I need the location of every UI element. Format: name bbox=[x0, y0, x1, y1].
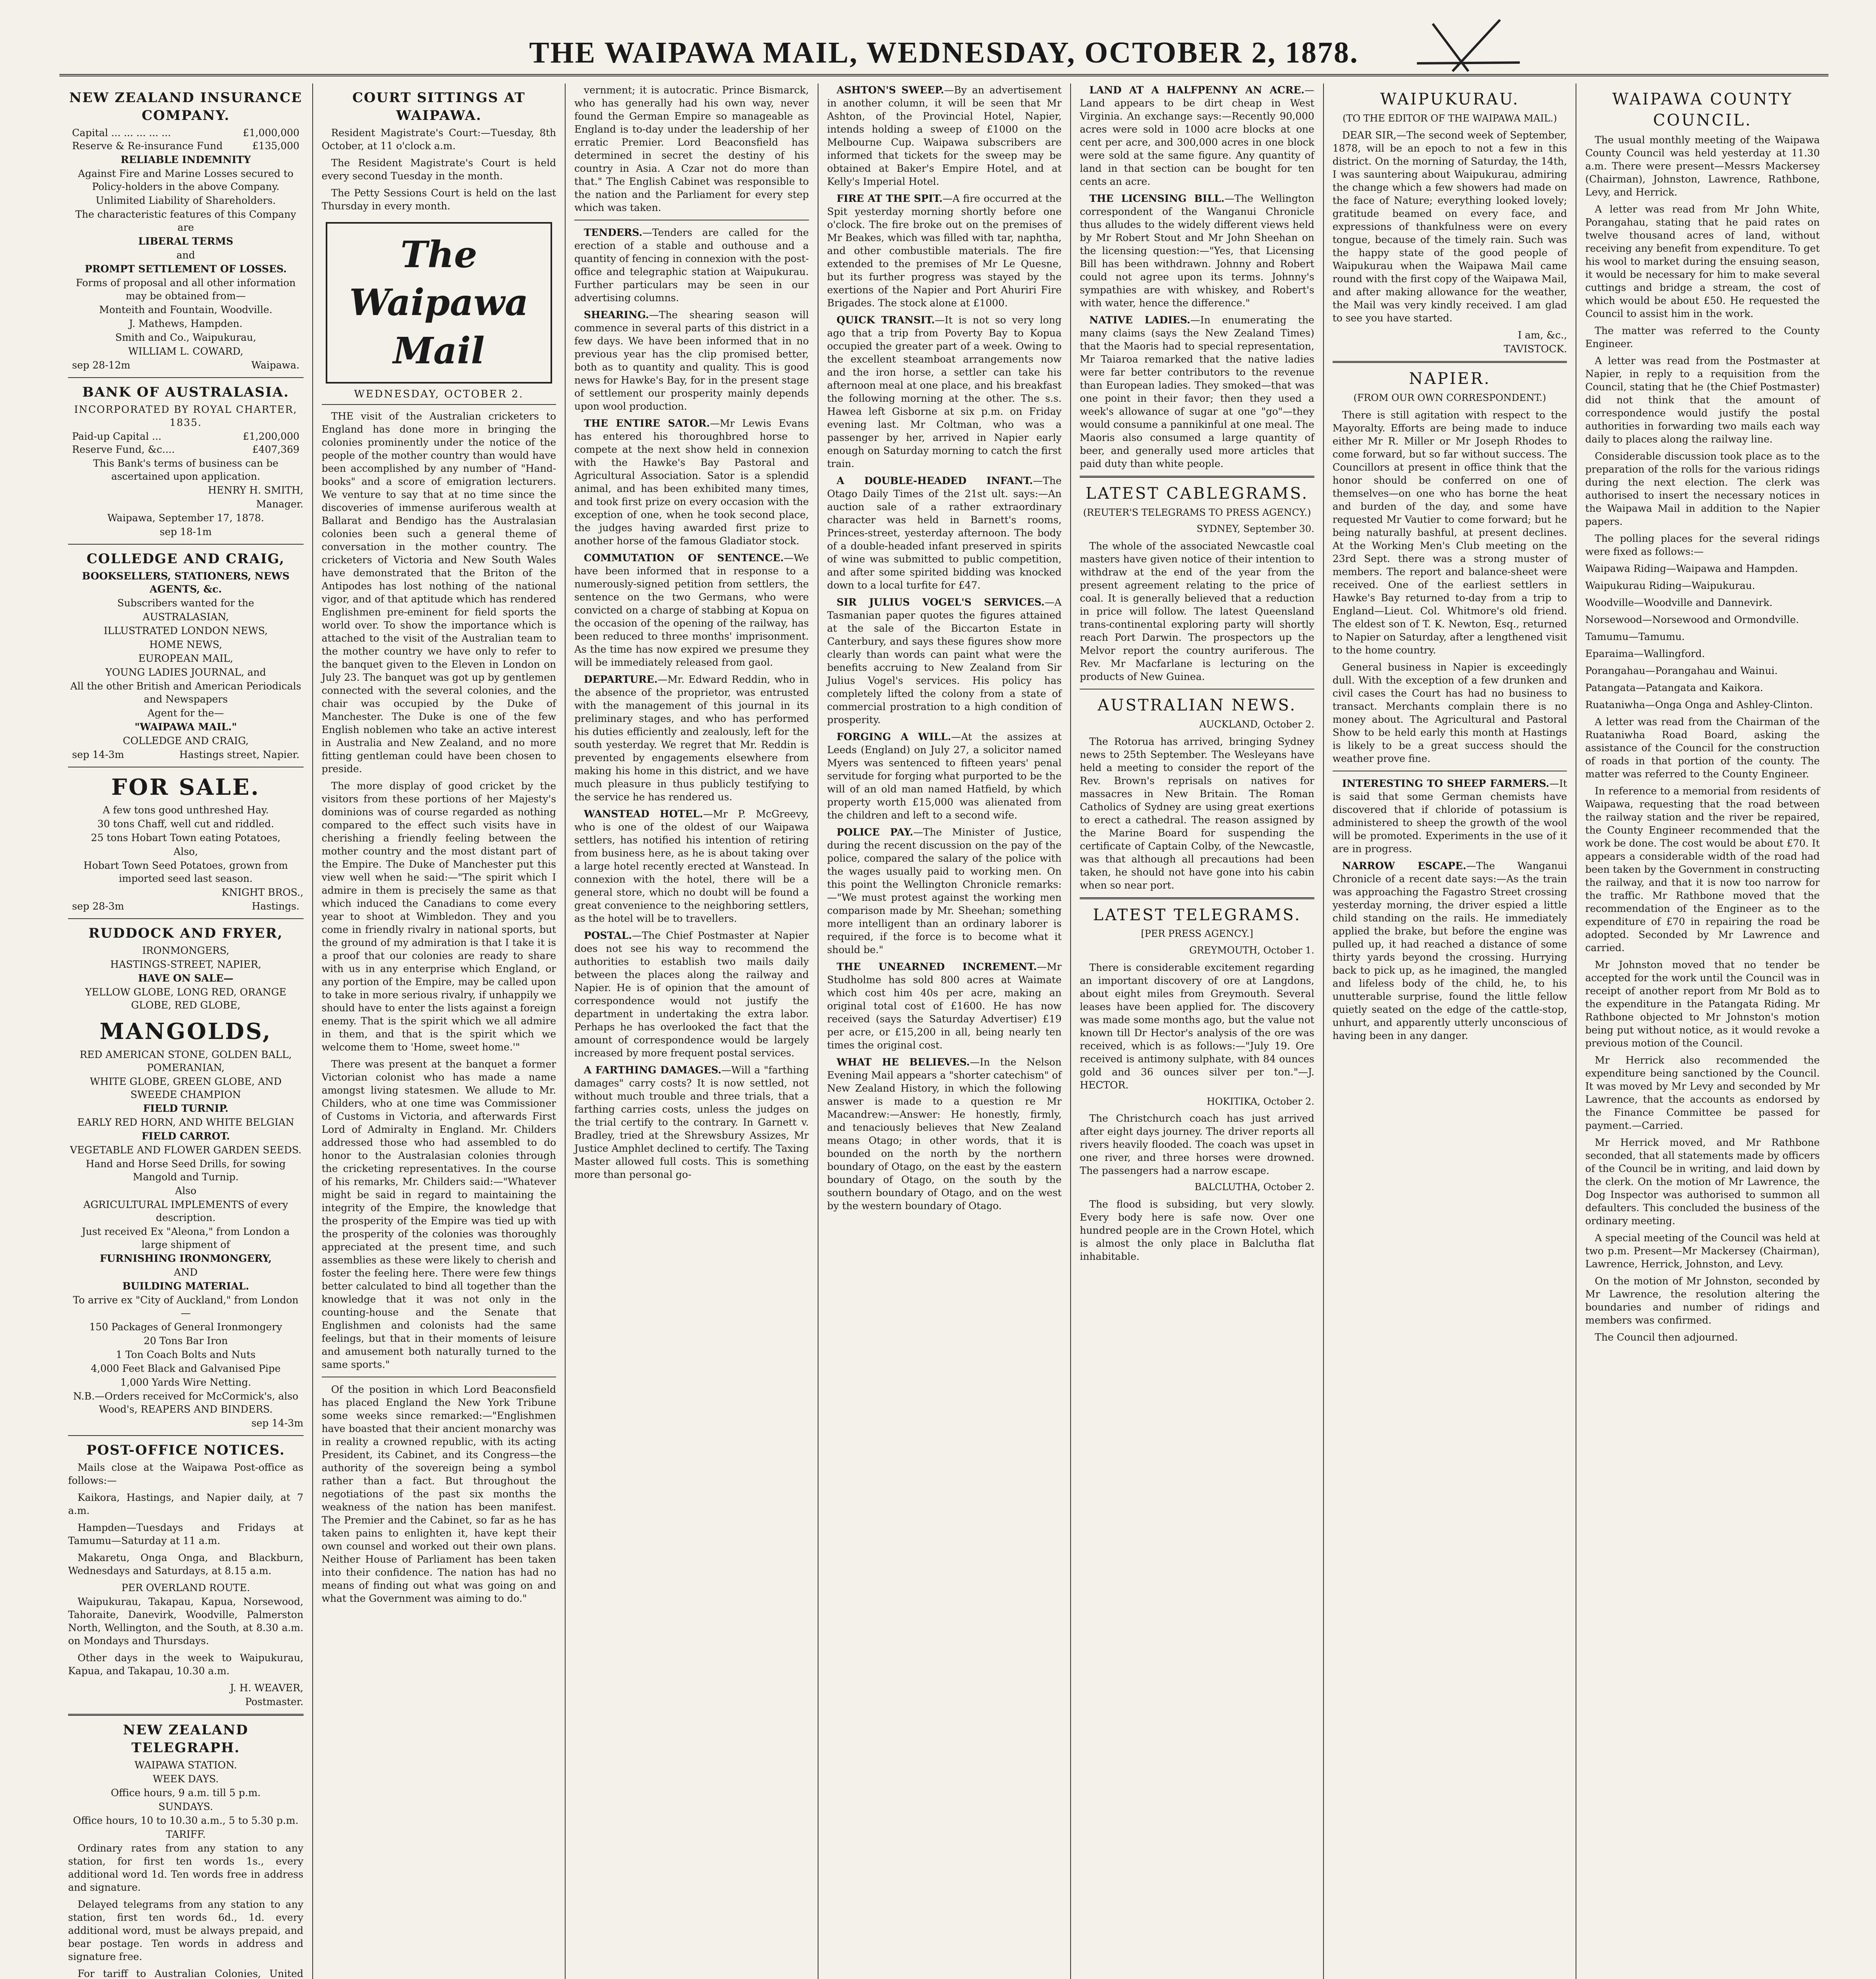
editorial-paragraph: vernment; it is autocratic. Prince Bismarck, who has generally had his own way, never found the German Empire so manageable as England is to-day under the leadership of her erratic Premier. Lord Beaconsfield has determined in secret the destiny of his country in Asia. A Czar not do more than that." The English Cabinet was responsible to the nation and the Parliament for every step which was taken. bbox=[574, 84, 809, 213]
ad-subtitle: INCORPORATED BY ROYAL CHARTER, 1835. bbox=[74, 403, 298, 428]
news-lead: THE LICENSING BILL. bbox=[1089, 193, 1225, 204]
notice-text: Delayed telegrams from any station to any station, first ten words 6d., 1d. every additional word, must be always prepaid, and bear postage. Ten words in address and signature free. bbox=[68, 1898, 304, 1962]
post-office-notices bbox=[68, 1442, 304, 1708]
news-text: —The Chief Postmaster at Napier does not see his way to recommend the authorities to establish two mails daily between the places along the railway and Napier. He is of opinion that the amount of correspondence would not justify the department in undertaking the extra labor. Perhaps he has overlooked the fact that the amount of correspondence would be largely increased by more frequent postal services. bbox=[574, 930, 809, 1059]
divider bbox=[68, 544, 304, 545]
ad-heading: PROMPT SETTLEMENT OF LOSSES. bbox=[85, 263, 287, 275]
ad-date: sep 28-12m bbox=[72, 359, 131, 371]
ad-text: A few tons good unthreshed Hay. bbox=[103, 804, 269, 816]
court-sittings-title: COURT SITTINGS AT WAIPAWA. bbox=[352, 90, 526, 123]
council-paragraph: The usual monthly meeting of the Waipawa County Council was held yesterday at 11.30 a.m. There were present—Messrs Mackersey (Chairman), Johnston, Lawrence, Rathbone, Levy, and Herrick. bbox=[1585, 134, 1820, 198]
ad-text: J. Mathews, Hampden. bbox=[129, 317, 243, 329]
editorial-paragraph: THE visit of the Australian cricketers to England has done more in bringing the colonies prominently under the notice of the people of the mother country than would have been accomplished by any number of "Hand-books" and a score of emigration lecturers. We venture to say that at no time since the discoveries of immense auriferous wealth at Ballarat and Bendigo has the Australasian colonies been such a general theme of conversation in the mother country. The cricketers of Victoria and New South Wales have demonstrated that the Briton of the Antipodes has lost nothing of the national vigor, and of that aptitude which has rendered Englishmen pre-eminent for field sports the world over. To show the importance which is attached to the visit of the Australian team to the mother country we have only to refer to the banquet given to the Eleven in London on July 23. The banquet was got up by gentlemen connected with the several colonies, and the chair was occupied by the Duke of Manchester. The Duke is one of the few English noblemen who take an active interest in Australia and New Zealand, and no more fitting gentleman could have been chosen to preside. bbox=[321, 410, 556, 775]
news-lead: THE UNEARNED INCREMENT. bbox=[836, 961, 1037, 972]
ad-subtitle: IRONMONGERS, bbox=[142, 945, 230, 957]
court-text: The Petty Sessions Court is held on the last Thursday in every month. bbox=[321, 187, 556, 212]
ad-text: 20 Tons Bar Iron bbox=[143, 1335, 228, 1347]
divider bbox=[68, 918, 304, 919]
notice-subhead: WEEK DAYS. bbox=[152, 1773, 219, 1785]
news-item bbox=[1333, 777, 1567, 855]
news-lead: ASHTON'S SWEEP. bbox=[836, 84, 944, 96]
ad-place: Hastings street, Napier. bbox=[179, 748, 300, 760]
notice-text: Other days in the week to Waipukurau, Kapua, and Takapau, 10.30 a.m. bbox=[68, 1652, 304, 1677]
council-paragraph: A letter was read from the Chairman of the Ruataniwha Road Board, asking the assistance of the Council for the construction of roads in that portion of the county. The matter was referred to the County Engineer. bbox=[1585, 716, 1820, 780]
cablegrams-heading: LATEST CABLEGRAMS. bbox=[1085, 484, 1309, 503]
ad-text: FIELD TURNIP. bbox=[143, 1103, 229, 1115]
telegram-dateline: HOKITIKA, October 2. bbox=[1207, 1096, 1314, 1107]
polling-place-item: Waipukurau Riding—Waipukurau. bbox=[1585, 579, 1755, 591]
column-grid bbox=[59, 84, 1829, 1979]
telegrams-heading: LATEST TELEGRAMS. bbox=[1093, 906, 1301, 924]
ad-text: 150 Packages of General Ironmongery bbox=[89, 1321, 282, 1333]
ad-for-sale bbox=[68, 773, 304, 913]
ad-text: The characteristic features of this Company are bbox=[75, 208, 296, 233]
column-local-news-1 bbox=[565, 84, 818, 1979]
ad-place: Hastings. bbox=[252, 900, 300, 912]
news-lead: QUICK TRANSIT. bbox=[836, 314, 935, 326]
divider bbox=[1333, 361, 1567, 363]
news-lead: LAND AT A HALFPENNY AN ACRE. bbox=[1089, 84, 1304, 96]
news-text: —We have been informed that in response to a numerously-signed petition from settlers, the sentence on the two Germans, who were convicted on a charge of stabbing at Kopua on the occasion of the opening of the railway, has been reduced to three months' imprisonment. As the time has now expired we presume they will be immediately released from gaol. bbox=[574, 552, 809, 668]
ad-reserve-row bbox=[72, 139, 300, 152]
news-lead: A FARTHING DAMAGES. bbox=[584, 1064, 722, 1076]
divider bbox=[1080, 476, 1314, 478]
council-paragraph: In reference to a memorial from residents of Waipawa, requesting that the road between the railway station and the river be repaired, the County Engineer recommended that the work be done. The cost would be about £70. It appears a considerable width of the road had been taken by the Government in constructing the railway, and that it is now too narrow for the traffic. Mr Rathbone moved that the recommendation of the Engineer as to the expenditure of £70 in repairing the road be adopted. Seconded by Mr Lawrence and carried. bbox=[1585, 785, 1820, 953]
ad-text: Subscribers wanted for the bbox=[117, 597, 254, 609]
australian-news-text: The Rotorua has arrived, bringing Sydney news to 25th September. The Wesleyans have held a meeting to consider the report of the Rev. Brown's reprisals on natives for massacres in New Britain. The Roman Catholics of Sydney are using great exertions to erect a cathedral. The reason assigned by the Marine Board for suspending the certificate of Captain Colby, of the Newcastle, was that although all precautions had been taken, he should not have gone into his cabin when so near port. bbox=[1080, 735, 1314, 891]
ad-text: RED AMERICAN STONE, GOLDEN BALL, POMERANIAN, bbox=[80, 1049, 292, 1074]
notice-text: Hampden—Tuesdays and Fridays at Tamumu—Saturday at 11 a.m. bbox=[68, 1522, 304, 1547]
news-item bbox=[574, 308, 809, 413]
ad-title: NEW ZEALAND INSURANCE COMPANY. bbox=[69, 90, 302, 123]
ad-text: N.B.—Orders received for McCormick's, also Wood's, REAPERS AND BINDERS. bbox=[73, 1390, 298, 1415]
ad-text: Also bbox=[175, 1185, 197, 1197]
notice-text: For tariff to Australian Colonies, United bbox=[78, 1968, 304, 1979]
ad-date: sep 28-3m bbox=[72, 900, 124, 912]
ad-text: 25 tons Hobart Town eating Potatoes, bbox=[91, 832, 281, 844]
ad-text: BUILDING MATERIAL. bbox=[122, 1280, 249, 1292]
court-text: Resident Magistrate's Court:—Tuesday, 8th October, at 11 o'clock a.m. bbox=[321, 127, 556, 152]
news-item bbox=[827, 313, 1062, 470]
council-paragraph: A special meeting of the Council was held at two p.m. Present—Mr Mackersey (Chairman), Lawrence, Herrick, Johnston, and Levy. bbox=[1585, 1232, 1820, 1270]
notice-text: Ordinary rates from any station to any station, for first ten words 1s., every additional word 1d. Ten words free in address and signature. bbox=[68, 1842, 304, 1893]
ad-text: "WAIPAWA MAIL." bbox=[135, 721, 237, 733]
column-local-news-2 bbox=[818, 84, 1071, 1979]
polling-place-item: Eparaima—Wallingford. bbox=[1585, 648, 1705, 659]
divider bbox=[68, 1435, 304, 1436]
news-text: —The Minister of Justice, during the recent discussion on the pay of the police, compared the salary of the police with the wages usually paid to working men. On this point the Wellington Chronicle remarks:—"We must protest against the working men comparison made by Mr. Sheehan; something more intelligent than an ordinary laborer is required, if the force is to become what it should be." bbox=[827, 826, 1062, 955]
notice-text: Waipukurau, Takapau, Kapua, Norsewood, Tahoraite, Danevirk, Woodville, Palmerston North, Wellington, and the South, at 8.30 a.m. on Mondays and Thursdays. bbox=[68, 1596, 304, 1647]
letter-closing: I am, &c., bbox=[1517, 329, 1567, 341]
ad-footer bbox=[72, 900, 300, 913]
column-county-council-body bbox=[1576, 84, 1829, 1979]
ad-text: AGRICULTURAL IMPLEMENTS of every description. bbox=[83, 1199, 288, 1224]
letter-signature: TAVISTOCK. bbox=[1504, 343, 1567, 355]
ad-text: WHITE GLOBE, GREEN GLOBE, AND SWEEDE CHAMPION bbox=[90, 1076, 282, 1101]
news-item bbox=[574, 929, 809, 1060]
divider bbox=[68, 377, 304, 378]
news-text: —At the assizes at Leeds (England) on July 27, a solicitor named Myers was sentenced to fifteen years' penal servitude for forging what purported to be the will of an old man named Hatfield, by which property worth £15,000 was alienated from the children and left to a second wife. bbox=[827, 731, 1062, 821]
divider bbox=[1080, 897, 1314, 899]
polling-place-item: Ruataniwha—Onga Onga and Ashley-Clinton. bbox=[1585, 699, 1813, 710]
news-item bbox=[574, 807, 809, 925]
ad-signature: HENRY H. SMITH, bbox=[208, 484, 304, 496]
ad-text: Waipawa, September 17, 1878. bbox=[107, 512, 264, 524]
ad-colledge-craig bbox=[68, 550, 304, 761]
polling-place-item: Woodville—Woodville and Dannevirk. bbox=[1585, 596, 1773, 608]
ad-text: Unlimited Liability of Shareholders. bbox=[95, 194, 276, 206]
ad-footer bbox=[72, 359, 300, 372]
ad-text: Monteith and Fountain, Woodville. bbox=[99, 304, 273, 315]
news-text: —The Wanganui Chronicle of a recent date says:—As the train was approaching the Fagastro Street crossing yesterday morning, the driver espied a little child standing on the rails. He immediately applied the brake, but before the engine was pulled up, it had reached a distance of some thirty yards beyond the crossing. Hurrying back to pick up, as he imagined, the mangled and lifeless body of the child, he, to his unutterable surprise, found the little fellow quietly seated on the edge of the cattle-stop, unhurt, and apparently utterly unconscious of having been in any danger. bbox=[1332, 860, 1567, 1041]
polling-place-item: Waipawa Riding—Waipawa and Hampden. bbox=[1585, 562, 1798, 574]
news-text: —Land appears to be dirt cheap in West Virginia. An exchange says:—Recently 90,000 acres were sold in 1000 acre blocks at one cent per acre, and 300,000 acres in one block were sold at the same figure. Any quantity of land in that section can be bought for ten cents an acre. bbox=[1080, 84, 1314, 187]
masthead-title: THE WAIPAWA MAIL, WEDNESDAY, OCTOBER 2, 1878. bbox=[529, 36, 1359, 69]
ad-role: Manager. bbox=[256, 498, 304, 510]
ad-nz-insurance bbox=[68, 89, 304, 372]
news-item bbox=[827, 474, 1062, 592]
council-paragraph: Considerable discussion took place as to the preparation of the rolls for the various ridings during the next election. The clerk was authorised to insert the necessary notices in the Waipawa Mail in addition to the Napier papers. bbox=[1585, 450, 1820, 527]
council-paragraph: A letter was read from Mr John White, Porangahau, stating that he paid rates on twelve thousand acres of land, without receiving any benefit from expenditure. To get his wool to market during the ensuing season, it would be necessary for him to make several cuttings and bridge a stream, the cost of which would be about £50. He requested the Council to assist him in the work. bbox=[1585, 203, 1820, 319]
council-paragraph: The matter was referred to the County Engineer. bbox=[1585, 325, 1820, 349]
ad-text: ILLUSTRATED LONDON NEWS, bbox=[104, 625, 268, 636]
polling-place-item: Tamumu—Tamumu. bbox=[1585, 631, 1685, 642]
news-text: —Tenders are called for the erection of a stable and outhouse and a quantity of fencing in connexion with the post-office and telegraphic station at Waipukurau. Further particulars may be seen in our advertising columns. bbox=[574, 227, 809, 304]
news-lead: INTERESTING TO SHEEP FARMERS. bbox=[1342, 777, 1549, 789]
ad-text: HOME NEWS, bbox=[149, 638, 222, 650]
ad-label: Capital ... ... ... ... ... bbox=[72, 127, 171, 139]
news-text: —A fire occurred at the Spit yesterday morning shortly before one o'clock. The fire broke out on the premises of Mr Beakes, which was filled with tar, naphtha, and other combustible materials. The fire extended to the premises of Mr Le Quesne, but its further progress was stayed by the exertions of the Napier and Port Ahuriri Fire Brigades. The stock alone at £1000. bbox=[827, 193, 1062, 309]
waipukurau-subheading: (TO THE EDITOR OF THE WAIPAWA MAIL.) bbox=[1342, 112, 1557, 124]
polling-place-item: Norsewood—Norsewood and Ormondville. bbox=[1585, 613, 1799, 625]
notice-text: Office hours, 10 to 10.30 a.m., 5 to 5.30 p.m. bbox=[73, 1814, 299, 1826]
ad-role: Postmaster. bbox=[245, 1696, 304, 1708]
ad-subtitle: HASTINGS-STREET, NAPIER, bbox=[110, 959, 262, 971]
ad-text: Hand and Horse Seed Drills, for sowing Mangold and Turnip. bbox=[85, 1158, 286, 1183]
news-item bbox=[827, 192, 1062, 310]
ad-text: YOUNG LADIES JOURNAL, and bbox=[105, 666, 266, 678]
news-item bbox=[1080, 84, 1314, 188]
ad-text: YELLOW GLOBE, LONG RED, ORANGE GLOBE, RED GLOBE, bbox=[85, 986, 287, 1011]
ad-date: sep 18-1m bbox=[159, 526, 212, 537]
news-lead: FIRE AT THE SPIT. bbox=[836, 193, 943, 204]
news-item bbox=[574, 551, 809, 669]
news-lead: DEPARTURE. bbox=[584, 674, 658, 685]
ad-reserve-row bbox=[72, 443, 300, 456]
australian-news-heading: AUSTRALIAN NEWS. bbox=[1097, 696, 1297, 715]
ad-capital-row bbox=[72, 126, 300, 139]
ad-text: Against Fire and Marine Losses secured to Policy-holders in the above Company. bbox=[78, 167, 294, 192]
news-text: —It is said that some German chemists have discovered that if chloride of potassium is administered to sheep the growth of the wool will be promoted. Experiments in the use of it are in progress. bbox=[1332, 777, 1567, 855]
ad-text: VEGETABLE AND FLOWER GARDEN SEEDS. bbox=[70, 1144, 302, 1156]
news-lead: NARROW ESCAPE. bbox=[1342, 860, 1466, 872]
news-lead: SIR JULIUS VOGEL'S SERVICES. bbox=[836, 596, 1045, 608]
news-item bbox=[827, 1056, 1062, 1212]
ad-title: COLLEDGE AND CRAIG, bbox=[86, 551, 285, 567]
news-text: —By an advertisement in another column, it will be seen that Mr Ashton, of the Provincial Hotel, Napier, intends holding a sweep of £1000 on the Melbourne Cup. Waipawa subscribers are informed that tickets for the sweep may be obtained at Baker's Empire Hotel, and at Kelly's Imperial Hotel. bbox=[827, 84, 1062, 187]
ad-text: 1,000 Yards Wire Netting. bbox=[120, 1377, 251, 1388]
ad-subtitle: BOOKSELLERS, STATIONERS, NEWS AGENTS, &c. bbox=[82, 570, 290, 595]
polling-place-item: Patangata—Patangata and Kaikora. bbox=[1585, 682, 1763, 693]
ad-text: FURNISHING IRONMONGERY, bbox=[100, 1253, 272, 1265]
ad-title: BANK OF AUSTRALASIA. bbox=[82, 384, 289, 400]
news-text: —Will a "farthing damages" carry costs? It is now settled, not without much trouble and three trials, that a farthing carries costs, unless the judges on the trial certify to the contrary. In Garnett v. Bradley, tried at the Shrewsbury Assizes, Mr Justice Amphlet declined to certify. The Taxing Master allowed full costs. This is something more than personal go- bbox=[574, 1064, 809, 1180]
napier-heading: NAPIER. bbox=[1409, 370, 1491, 388]
news-lead: NATIVE LADIES. bbox=[1089, 314, 1191, 326]
ad-text: AND bbox=[174, 1267, 198, 1278]
telegram-text: The Christchurch coach has just arrived after eight days journey. The driver reports all rivers heavily flooded. The coach was upset in one river, and three horses were drowned. The passengers had a narrow escape. bbox=[1080, 1113, 1314, 1177]
notice-text: Kaikora, Hastings, and Napier daily, at 7 a.m. bbox=[68, 1492, 304, 1517]
ad-bank bbox=[68, 384, 304, 538]
news-item bbox=[827, 826, 1062, 956]
news-item bbox=[574, 1064, 809, 1181]
ad-signature: COLLEDGE AND CRAIG, bbox=[123, 735, 249, 746]
masthead-rule bbox=[59, 74, 1829, 76]
news-item bbox=[827, 596, 1062, 726]
ad-text: HAVE ON SALE— bbox=[138, 972, 234, 984]
editorial-paragraph: The more display of good cricket by the visitors from these portions of her Majesty's dominions was of course regarded as nothing compared to the effect such visits have in cherishing a friendly feeling between the mother country and the most distant part of the Empire. The Duke of Manchester put this view well when he said:—"The spirit which I admire in them is precisely the same as that which induced the Canadians to come every year to shoot at Wimbledon. They and you come in friendly rivalry in national sports, but the ground of my admiration is that I take it is a proof that our colonies are ready to share with us in any enterprise which England, or any portion of the Empire, may be called upon to take in more serious rivalry, if unhappily we should have to enter the lists against a foreign enemy. That is the spirit which we all admire in them, and that is the spirit which we welcome them to 'Home, sweet home.'" bbox=[321, 780, 556, 1053]
news-lead: POSTAL. bbox=[584, 930, 632, 941]
ad-title: FOR SALE. bbox=[111, 774, 260, 800]
news-text: —Mr. Edward Reddin, who in the absence of the proprietor, was entrusted with the management of this journal in its preliminary stages, and who has performed his duties efficiently and zealously, left for the south yesterday. We regret that Mr. Reddin is prevented by engagements elsewhere from making his home in this district, and we have much pleasure in thus publicly testifying to the service he has rendered us. bbox=[574, 674, 809, 803]
news-item bbox=[1080, 313, 1314, 470]
ad-text: Smith and Co., Waipukurau, bbox=[115, 331, 256, 343]
news-text: —Mr P. McGreevy, who is one of the oldest of our Waipawa settlers, has notified his intention of retiring from business here, as he is about taking over a large hotel recently erected at Wanstead. In connexion with the hotel, there will be a general store, which no doubt will be found a great convenience to the neighboring settlers, as the hotel will be to travellers. bbox=[574, 808, 809, 924]
notice-subhead: TARIFF. bbox=[165, 1828, 206, 1840]
news-item bbox=[827, 730, 1062, 822]
waipukurau-heading: WAIPUKURAU. bbox=[1380, 90, 1519, 108]
news-lead: TENDERS. bbox=[584, 227, 643, 238]
ad-ruddock-fryer bbox=[68, 925, 304, 1430]
nameplate: The Waipawa Mail bbox=[326, 222, 553, 384]
correspondence-text: There is still agitation with respect to the Mayoralty. Efforts are being made to induce either Mr R. Miller or Mr Joseph Rhodes to come forward, but so far without success. The Councillors at present in office think that the honor should be conferred on one of themselves—on one who has borne the heat and burden of the day, and some have requested Mr Vautier to come forward; but he being naturally bashful, at present declines. At the Working Men's Club meeting on the 23rd Sept. there was a strong muster of members. The report and balance-sheet were received. One of the earliest settlers in Hawke's Bay returned to-day from a trip to England—Lieut. Col. Whitmore's old friend. The eldest son of T. K. Newton, Esq., returned to Napier on Saturday, after a lengthened visit to the home country. bbox=[1332, 409, 1567, 656]
council-paragraph: A letter was read from the Postmaster at Napier, in reply to a requisition from the Council, stating that he (the Chief Postmaster) did not think that the amount of correspondence would justify the postal authorities in forwarding two mails each way daily to places along the railway line. bbox=[1585, 355, 1820, 445]
notice-subhead: PER OVERLAND ROUTE. bbox=[121, 1582, 250, 1594]
ad-date: sep 14-3m bbox=[251, 1417, 304, 1429]
ad-text: Just received Ex "Aleona," from London a large shipment of bbox=[82, 1226, 290, 1251]
notice-text: Mails close at the Waipawa Post-office as follows:— bbox=[68, 1462, 304, 1487]
council-paragraph: The polling places for the several ridings were fixed as follows:— bbox=[1585, 532, 1820, 557]
ad-text: Agent for the— bbox=[147, 707, 224, 719]
ad-title: NEW ZEALAND TELEGRAPH. bbox=[123, 1722, 249, 1756]
ad-label: Reserve Fund, &c.... bbox=[72, 443, 175, 455]
nz-telegraph-notice bbox=[68, 1721, 304, 1979]
ad-text: AUSTRALASIAN, bbox=[142, 611, 229, 623]
polling-place-item: Porangahau—Porangahau and Wainui. bbox=[1585, 665, 1778, 676]
divider bbox=[68, 1714, 304, 1716]
telegram-dateline: BALCLUTHA, October 2. bbox=[1194, 1181, 1314, 1193]
ad-text: 4,000 Feet Black and Galvanised Pipe bbox=[91, 1363, 281, 1375]
ad-text: FIELD CARROT. bbox=[141, 1130, 230, 1142]
ad-text: All the other British and American Periodicals and Newspapers bbox=[70, 680, 302, 705]
ad-signature: KNIGHT BROS., bbox=[221, 887, 304, 898]
council-paragraph: The Council then adjourned. bbox=[1595, 1331, 1738, 1343]
council-paragraph: Mr Herrick also recommended the expenditure being sanctioned by the Council. It was moved by Mr Levy and seconded by Mr Lawrence, that the accounts as endorsed by the Finance Committee be passed for payment.—Carried. bbox=[1585, 1054, 1820, 1131]
news-text: —Mr Lewis Evans has entered his thoroughbred horse to compete at the next show held in connexion with the Hawke's Bay Pastoral and Agricultural Association. Sator is a splendid animal, and has been exhibited many times, and took first prize on every occasion with the exception of one, when he took second place, the judges having awarded first prize to another horse of the famous Gladiator stock. bbox=[574, 418, 809, 547]
news-text: —It is not so very long ago that a trip from Poverty Bay to Kopua occupied the greater part of a week. Owing to the excellent steamboat arrangements now and the iron horse, a settler can take his afternoon meal at one place, and his breakfast the following morning at the other. The s.s. Hawea left Gisborne at six p.m. on Friday evening last. Mr Coltman, who was a passenger by her, arrived in Napier early enough on Saturday morning to catch the first train. bbox=[827, 314, 1062, 469]
news-item bbox=[574, 673, 809, 803]
news-lead: WHAT HE BELIEVES. bbox=[836, 1056, 970, 1068]
council-paragraph: Mr Johnston moved that no tender be accepted for the work until the Council was in receipt of another report from Mr Bold as to the expenditure in the Patangata Riding. Mr Rathbone objected to Mr Johnston's motion being put without notice, as it would revoke a previous motion of the Council. bbox=[1585, 959, 1820, 1049]
news-lead: SHEARING. bbox=[584, 309, 649, 321]
ad-text: 30 tons Chaff, well cut and riddled. bbox=[97, 818, 274, 830]
ad-value: £407,369 bbox=[252, 443, 300, 455]
news-item bbox=[1080, 192, 1314, 310]
news-item bbox=[827, 960, 1062, 1052]
ad-text: Also, bbox=[173, 846, 198, 858]
news-text: —In enumerating the many claims (says the New Zealand Times) that the Maoris had to special representation, Mr Taiaroa remarked that the native ladies were far better contributors to the revenue than European ladies. They smoked—that was one point in their favor; then they used a week's allowance of sugar at one "go"—they would consume a pannikinful at one meal. The Maoris also consumed a large quantity of beer, and generally used more articles that paid duty than white people. bbox=[1080, 314, 1314, 469]
county-council-heading: WAIPAWA COUNTY COUNCIL. bbox=[1612, 90, 1793, 129]
column-advertisements bbox=[59, 84, 312, 1979]
ad-place: Waipawa. bbox=[251, 359, 300, 371]
telegram-text: The flood is subsiding, but very slowly. Every body here is safe now. Over one hundred people are in the Crown Hotel, which is almost the only place in Balclutha flat inhabitable. bbox=[1080, 1198, 1314, 1263]
letter-text: DEAR SIR,—The second week of September, 1878, will be an epoch to not a few in this district. On the morning of Saturday, the 14th, I was sauntering about Waipukurau, admiring the change which a few showers had made on the face of Nature; everything looked lovely; gratitude beamed on every face, and expressions of thankfulness were on every tongue, because of the timely rain. Such was the happy state of the good people of Waipukurau when the Waipawa Mail came round with the first copy of the Waipawa Mail, and after making allowance for the weather, the Mail was very kindly received. I am glad to see you have started. bbox=[1332, 129, 1567, 324]
handwritten-mark-icon bbox=[1409, 16, 1528, 75]
australian-news-dateline: AUCKLAND, October 2. bbox=[1199, 718, 1314, 730]
notice-text: Office hours, 9 a.m. till 5 p.m. bbox=[110, 1787, 261, 1799]
ad-footer bbox=[72, 748, 300, 761]
telegram-dateline: GREYMOUTH, October 1. bbox=[1189, 945, 1314, 956]
notice-subhead: SUNDAYS. bbox=[158, 1800, 213, 1812]
ad-signature: WILLIAM L. COWARD, bbox=[128, 345, 243, 357]
ad-text: 1 Ton Coach Bolts and Nuts bbox=[116, 1349, 256, 1361]
ad-label: Reserve & Re-insurance Fund bbox=[72, 140, 223, 152]
column-correspondence bbox=[1323, 84, 1576, 1979]
news-text: —The shearing season will commence in several parts of this district in a few days. We have been informed that in no previous year has the clip promised better, both as to quantity and quality. This is good news for Hawke's Bay, for in the present stage of settlement our prosperity mainly depends upon wool production. bbox=[574, 309, 809, 412]
ad-value: £135,000 bbox=[252, 140, 300, 152]
notice-subhead: WAIPAWA STATION. bbox=[134, 1759, 237, 1771]
correspondence-text: General business in Napier is exceedingly dull. With the exception of a few drunken and civil cases the Court has had no business to transact. Merchants complain there is no money about. The Agricultural and Pastoral Show to be held early this month at Hastings is likely to be a great success should the weather prove fine. bbox=[1332, 661, 1567, 764]
ad-text: Hobart Town Seed Potatoes, grown from imported seed last season. bbox=[84, 860, 288, 885]
napier-subheading: (FROM OUR OWN CORRESPONDENT.) bbox=[1353, 392, 1546, 404]
ad-value: £1,200,000 bbox=[243, 430, 300, 442]
ad-title: RUDDOCK AND FRYER, bbox=[88, 925, 283, 942]
ad-title: POST-OFFICE NOTICES. bbox=[86, 1442, 285, 1459]
news-lead: POLICE PAY. bbox=[836, 826, 913, 838]
ad-heading: LIBERAL TERMS bbox=[138, 235, 234, 247]
ad-heading: RELIABLE INDEMNITY bbox=[120, 154, 251, 165]
ad-text: EUROPEAN MAIL, bbox=[138, 652, 234, 664]
ad-signature: J. H. WEAVER, bbox=[230, 1682, 304, 1694]
news-text: —The Wellington correspondent of the Wanganui Chronicle thus alludes to the widely different views held by Mr Robert Stout and Mr John Sheehan on the licensing question:—"Yes, that Licensing Bill has been withdrawn. Johnny and Robert could not agree upon its terms. Johnny's sympathies are with whiskey, and Robert's with water, hence the difference." bbox=[1080, 193, 1314, 309]
column-telegrams bbox=[1070, 84, 1323, 1979]
news-item bbox=[1333, 859, 1567, 1042]
news-lead: A DOUBLE-HEADED INFANT. bbox=[836, 475, 1033, 486]
ad-text: Forms of proposal and all other information may be obtained from— bbox=[76, 277, 296, 302]
ad-text: To arrive ex "City of Auckland," from London— bbox=[73, 1294, 299, 1319]
ad-date: sep 14-3m bbox=[72, 748, 124, 760]
news-lead: THE ENTIRE SATOR. bbox=[584, 418, 710, 429]
telegram-text: There is considerable excitement regarding an important discovery of ore at Langdons, about eight miles from Greymouth. Several leases have been applied for. The discovery was made some months ago, but the value not known till Dr Hector's analysis of the ore was received, which is as follows:—"July 19. Ore received is antimony sulphate, with 84 ounces gold and 36 ounces silver per ton."—J. HECTOR. bbox=[1080, 961, 1314, 1091]
cablegrams-dateline: SYDNEY, September 30. bbox=[1196, 523, 1314, 535]
cablegrams-subheading: (REUTER'S TELEGRAMS TO PRESS AGENCY.) bbox=[1083, 507, 1311, 518]
news-text: —Mr Studholme has sold 800 acres at Waimate which cost him 40s per acre, making an original total cost of £1600. He has now received (says the Saturday Advertiser) £19 per acre, or £15,200 in all, being nearly ten times the original cost. bbox=[827, 961, 1062, 1051]
news-lead: COMMUTATION OF SENTENCE. bbox=[584, 552, 784, 564]
ad-text: and bbox=[176, 249, 195, 261]
ad-value: £1,000,000 bbox=[243, 127, 300, 139]
editorial-dateline: WEDNESDAY, OCTOBER 2. bbox=[322, 387, 556, 405]
ad-label: Paid-up Capital ... bbox=[72, 430, 161, 442]
notice-text: Makaretu, Onga Onga, and Blackburn, Wednesdays and Saturdays, at 8.15 a.m. bbox=[68, 1552, 304, 1577]
ad-text: EARLY RED HORN, AND WHITE BELGIAN bbox=[77, 1117, 294, 1128]
council-paragraph: On the motion of Mr Johnston, seconded by Mr Lawrence, the resolution altering the boundaries and number of ridings and members was confirmed. bbox=[1585, 1275, 1820, 1326]
news-text: —A Tasmanian paper quotes the figures attained at the sale of the Biccarton Estate in Canterbury, and says these figures show more clearly than words can paint what were the benefits accruing to New Zealand from Sir Julius Vogel's services. His policy has completely lifted the colony from a state of commercial prostration to a high condition of prosperity. bbox=[827, 596, 1062, 726]
cablegrams-text: The whole of the associated Newcastle coal masters have given notice of their intention to withdraw at the end of the year from the present agreement relating to the price of coal. It is generally believed that a reduction in price will follow. The latest Queensland trans-continental exploring party will shortly reach Port Darwin. The prospectors up the Melvor report the country auriferous. The Rev. Mr Macfarlane is lecturing on the products of New Guinea. bbox=[1080, 540, 1314, 683]
news-item bbox=[574, 226, 809, 304]
editorial-paragraph: Of the position in which Lord Beaconsfield has placed England the New York Tribune some weeks since remarked:—"Englishmen have boasted that their ancient monarchy was in reality a crowned republic, with its acting President, its Cabinet, and its Congress—the authority of the sovereign being a symbol rather than a fact. But throughout the negotiations of the past six months the weakness of the nation has been manifest. The Premier and the Cabinet, so far as he has taken pains to enlighten it, have kept their own counsel and worked out their own plans. Neither House of Parliament has been taken into their confidence. The nation has had no means of finding out what was going on and what the Government was aiming to do." bbox=[321, 1384, 556, 1605]
column-editorial bbox=[312, 84, 565, 1979]
editorial-paragraph: There was present at the banquet a former Victorian colonist who has made a name amongst living statesmen. We allude to Mr. Childers, who at one time was Commissioner of Customs in Victoria, and afterwards First Lord of Admiralty in England. Mr. Childers addressed those who had assembled to do honor to the Australasian colonies through the cricketing representatives. In the course of his remarks, Mr. Childers said:—"Whatever might be said in regard to maintaining the integrity of the Empire, the knowledge that the prosperity of the Empire was tied up with the prosperity of the colonies was thoroughly appreciated at the present time, and such assemblies as these were likely to cherish and foster the feeling here. There were few things better calculated to bind all together than the knowledge that it was not only in the counting-house and the Senate that Englishmen and colonists had the same feelings, but that in their moments of leisure and amusement both naturally turned to the same sports." bbox=[321, 1058, 556, 1371]
news-lead: WANSTEAD HOTEL. bbox=[584, 808, 703, 820]
news-lead: FORGING A WILL. bbox=[836, 731, 951, 743]
ad-headline: MANGOLDS, bbox=[99, 1018, 272, 1045]
news-text: —In the Nelson Evening Mail appears a "shorter catechism" of New Zealand History, in which the following answer is made to a question re Mr Macandrew:—Answer: He honestly, firmly, and tenaciously believes that New Zealand means Otago; in other words, that it is bounded on the north by the northern boundary of Otago, on the east by the eastern boundary of Otago, on the south by the southern boundary of Otago, and on the west by the western boundary of Otago. bbox=[827, 1056, 1062, 1212]
news-item bbox=[827, 84, 1062, 188]
council-paragraph: Mr Herrick moved, and Mr Rathbone seconded, that all statements made by officers of the Council be in writing, and laid down by the clerk. On the motion of Mr Lawrence, the Dog Inspector was authorised to summon all defaulters. This concluded the business of the ordinary meeting. bbox=[1585, 1136, 1820, 1227]
news-item bbox=[574, 417, 809, 547]
ad-text: This Bank's terms of business can be ascertained upon application. bbox=[93, 457, 279, 482]
ad-paid-row bbox=[72, 430, 300, 443]
news-text: —The Otago Daily Times of the 21st ult. says:—An auction sale of a rather extraordinary character was held in Barnett's rooms, Princes-street, yesterday afternoon. The body of a double-headed infant preserved in spirits of wine was submitted to public competition, and after some spirited bidding was knocked down to a local turfite for £47. bbox=[827, 475, 1062, 591]
court-text: The Resident Magistrate's Court is held every second Tuesday in the month. bbox=[321, 157, 556, 182]
telegrams-subheading: [PER PRESS AGENCY.] bbox=[1141, 928, 1253, 940]
